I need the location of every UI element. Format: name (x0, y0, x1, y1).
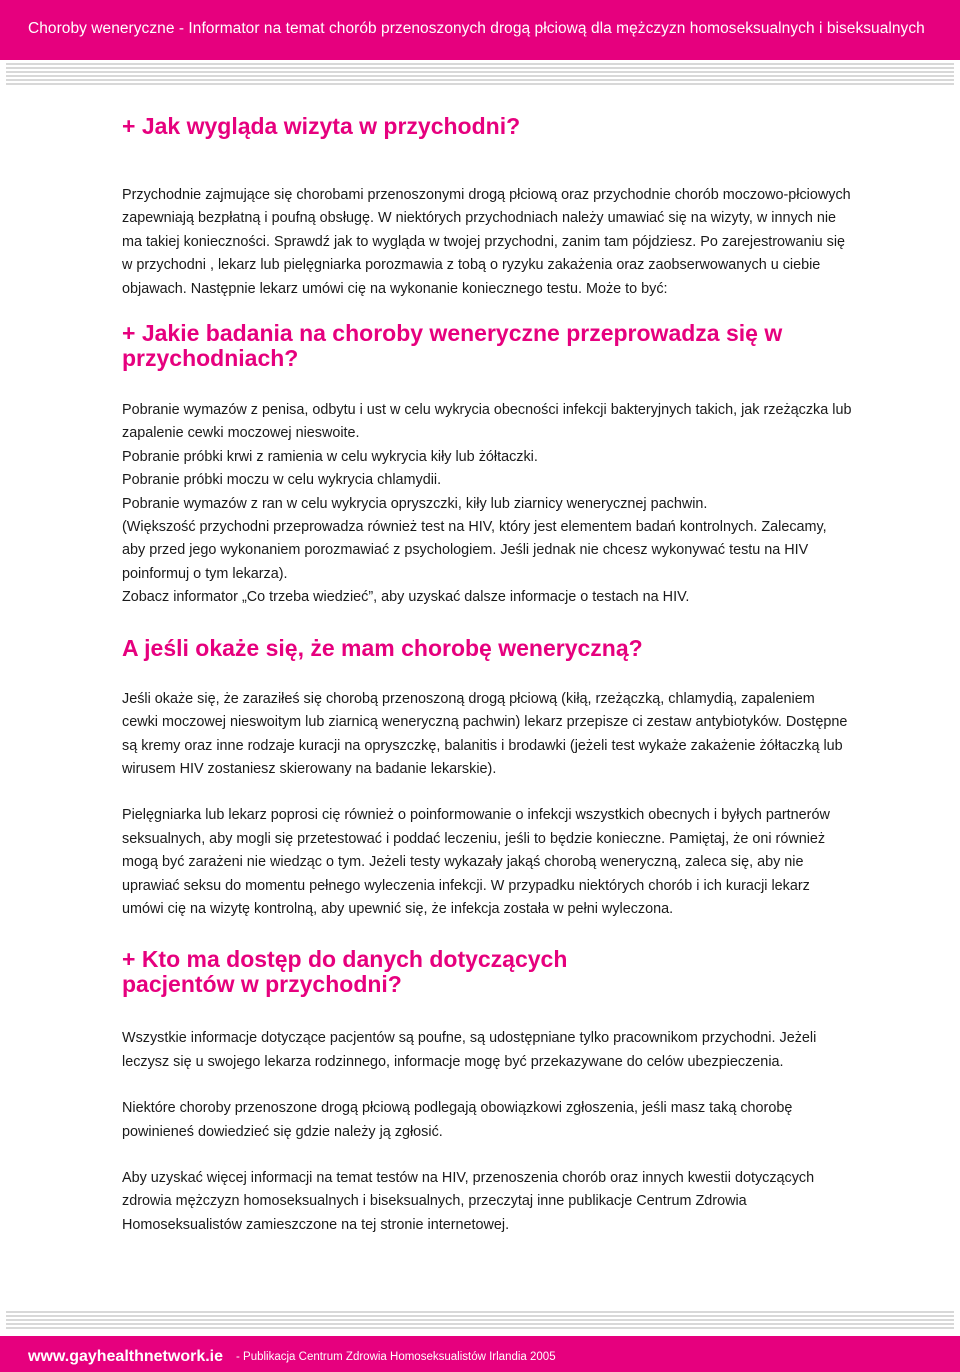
paragraph-partners: Pielęgniarka lub lekarz poprosi cię również o poinformowanie o infekcji wszystkich obecnych i byłych partnerów seksualnych, aby mogli się przetestować i poddać leczeniu, jeśli to będzie konieczne. Pamiętaj, że oni również mogą być zarażeni nie wiedząc o tym. Jeżeli testy wykazały jakąś chorobą weneryczną, zaleca się, aby nie uprawiać seksu do momentu pełnego wyleczenia infekcji. W przypadku niektórych chorób i ich kuracji lekarz umówi cię na wizytę kontrolną, aby upewnić się, że infekcja została w pełni wyleczona. (122, 807, 830, 917)
see-also-note: Zobacz informator „Co trzeba wiedzieć”, aby uzyskać dalsze informacje o testach na HIV. (122, 589, 690, 606)
test-item: Pobranie wymazów z ran w celu wykrycia opryszczki, kiły lub ziarnicy wenerycznej pachwin. (122, 495, 708, 512)
test-item: Pobranie próbki krwi z ramienia w celu wykrycia kiły lub żółtaczki. (122, 448, 538, 465)
tests-list (122, 399, 852, 610)
paragraph-clinic-visit: Przychodnie zajmujące się chorobami przenoszonymi drogą płciową oraz przychodnie chorób moczowo-płciowych zapewniają bezpłatną i poufną obsługę. W niektórych przychodniach należy umawiać się na wizyty, w innych nie ma takiej konieczności. Sprawdź jak to wygląda w twojej przychodni, zanim tam pójdziesz. Po zarejestrowaniu się w przychodni , lekarz lub pielęgniarka porozmawia z tobą o ryzyku zakażenia oraz zaobserwowanych u ciebie objawach. Następnie lekarz umówi cię na wykonanie koniecznego testu. Może to być: (122, 187, 851, 297)
hiv-test-note: (Większość przychodni przeprowadza również test na HIV, który jest elementem badań kontrolnych. Zalecamy, aby przed jego wykonaniem porozmawiać z psychologiem. Jeśli jednak nie chcesz wykonywać testu na HIV poinformuj o tym lekarza). (122, 519, 827, 582)
section-heading-tests: + Jakie badania na choroby weneryczne przeprowadza się w przychodniach? (122, 320, 783, 372)
paragraph-confidentiality: Wszystkie informacje dotyczące pacjentów są poufne, są udostępniane tylko pracownikom przychodni. Jeżeli leczysz się u swojego lekarza rodzinnego, informacje mogę być przekazywane do celów ubezpieczenia. (122, 1030, 817, 1070)
section-heading-data-access: + Kto ma dostęp do danych dotyczących pacjentów w przychodni? (122, 946, 568, 998)
paragraph-notifiable-diseases: Niektóre choroby przenoszone drogą płciową podlegają obowiązkowi zgłoszenia, jeśli masz taką chorobę powinieneś dowiedzieć się gdzie należy ją zgłosić. (122, 1100, 793, 1140)
footer-credit: - Publikacja Centrum Zdrowia Homoseksualistów Irlandia 2005 (236, 1351, 556, 1363)
section-heading-diagnosis: A jeśli okaże się, że mam chorobę weneryczną? (122, 634, 643, 661)
document-title: Choroby weneryczne - Informator na temat chorób przenoszonych drogą płciową dla mężczyzn homoseksualnych i biseksualnych (28, 20, 925, 37)
paragraph-more-info: Aby uzyskać więcej informacji na temat testów na HIV, przenoszenia chorób oraz innych kwestii dotyczących zdrowia mężczyzn homoseksualnych i biseksualnych, przeczytaj inne publikacje Centrum Zdrowia Homoseksualistów zamieszczone na tej stronie internetowej. (122, 1169, 815, 1233)
document-body (122, 114, 852, 1237)
section-heading-clinic-visit: + Jak wygląda wizyta w przychodni? (122, 113, 521, 139)
footer-website-link[interactable]: www.gayhealthnetwork.ie (28, 1348, 224, 1365)
bottom-divider-stripes (6, 1311, 954, 1331)
paragraph-treatment: Jeśli okaże się, że zaraziłeś się chorobą przenoszoną drogą płciową (kiłą, rzeżączką, chlamydią, zapaleniem cewki moczowej nieswoitym lub ziarnicą weneryczną pachwin) lekarz przepisze ci zestaw antybiotyków. Dostępne są kremy oraz inne rodzaje kuracji na opryszczkę, balanitis i brodawki (jeżeli test wykaże zakażenie żółtaczką lub wirusem HIV zostaniesz skierowany na badanie lekarskie). (122, 690, 848, 777)
top-divider-stripes (6, 63, 954, 85)
test-item: Pobranie wymazów z penisa, odbytu i ust w celu wykrycia obecności infekcji bakteryjnych takich, jak rzeżączka lub zapalenie cewki moczowej nieswoite. (122, 402, 852, 442)
test-item: Pobranie próbki moczu w celu wykrycia chlamydii. (122, 472, 442, 489)
